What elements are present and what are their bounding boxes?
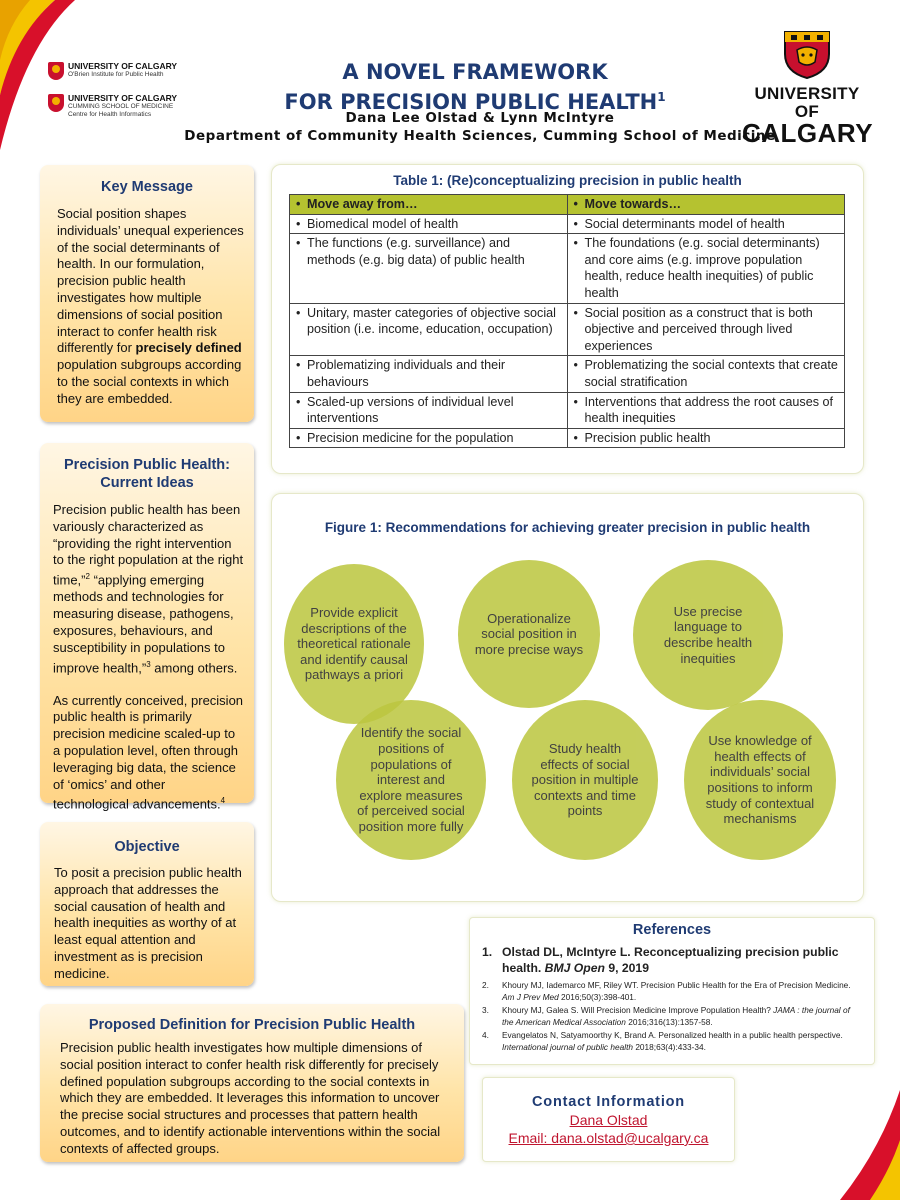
reference-item [474,980,862,1003]
reference-number: 1. [482,945,493,959]
table-row [290,303,845,356]
logo-university-name: UNIVERSITY OF CALGARY [68,61,178,71]
recommendation-circle [633,560,783,710]
reference-item [474,1005,862,1028]
recommendation-circle [458,560,600,708]
reference-text: Khoury MJ, Galea S. Will Precision Medicine Improve Population Health? [502,1005,771,1015]
reference-text: Evangelatos N, Satyamoorthy K, Brand A. Personalized health in a public health perspective. [502,1030,843,1040]
logo-line-2: CALGARY [742,118,874,148]
table-1 [289,194,845,448]
definition-text: Precision public health investigates how multiple dimensions of social position interact to confer health risk differently for precisely defined population subgroups according to the social contexts in which they are embedded. It leverages this information to uncover the precise social structures and processes that pattern health outcomes, and to identify actionable interventions within the social contexts of affected groups. [60,1040,441,1156]
table-cell: • Problematizing individuals and their behaviours [290,356,568,392]
current-ideas-text-d: As currently conceived, precision public health is primarily precision medicine scaled-up to a population level, often through leveraging big data, the science of ‘omics’ and other technological advancements. [53,692,244,812]
table-header-cell: • Move away from… [290,195,568,215]
contact-email-link[interactable]: Email: dana.olstad@ucalgary.ca [508,1130,709,1146]
table-cell: • Scaled-up versions of individual level interventions [290,392,568,428]
contact-name-row [483,1112,734,1128]
title-line-1: A NOVEL FRAMEWORK [342,60,608,84]
reference-journal: JAMA : the journal of the American Medical Association [502,1005,850,1027]
logo-unit-subname: Centre for Health Informatics [68,110,152,118]
objective-text: To posit a precision public health approach that addresses the social causation of health and health inequities as worthy of at least equal attention and investment as is precision medicine. [54,865,242,981]
proposed-definition-box [40,1004,464,1162]
contact-heading: Contact Information [532,1094,685,1110]
reference-item [474,944,862,976]
key-message-text [57,206,244,408]
recommendation-text: Identify the social positions of populations of interest and explore measures of perceived social position more fully [357,725,465,834]
authors: Dana Lee Olstad & Lynn McIntyre [345,110,615,126]
current-ideas-box [40,443,254,812]
references-heading: References [632,922,712,938]
citation-2: 2 [85,572,90,582]
university-of-calgary-logo [742,28,874,148]
poster-title [230,60,720,115]
key-message-text-1: Social position shapes individuals’ unequal experiences of the social determinants of health. In our formulation, precision public health investigates how multiple dimensions of social position interact to confer health risk differently for [57,206,244,356]
objective-heading: Objective [114,839,180,855]
table-row [290,392,845,428]
figure-1-caption: Figure 1: Recommendations for achieving greater precision in public health [324,520,811,535]
table-cell: • Interventions that address the root causes of health inequities [567,392,845,428]
recommendation-text: Use precise language to describe health inequities [663,603,753,666]
reference-details: 9, 2019 [608,961,649,975]
key-message-text-2: population subgroups according to the social contexts in which they are embedded. [57,357,242,406]
key-message-emphasis: precisely defined [135,340,242,356]
reference-text: Khoury MJ, Iademarco MF, Riley WT. Precision Public Health for the Era of Precision Medicine. [502,980,851,990]
table-header-cell: • Move towards… [567,195,845,215]
current-ideas-paragraph-1 [53,502,244,677]
references-list [474,944,862,1053]
reference-text: Olstad DL, McIntyre L. Reconceptualizing precision public health. [502,945,839,975]
table-row [290,428,845,448]
crest-icon [48,94,64,112]
table-cell: • The foundations (e.g. social determinants) and core aims (e.g. improve population health, reduce health inequities) of public health [567,234,845,303]
figure-1-panel [271,493,864,902]
table-cell: • Social determinants model of health [567,214,845,234]
reference-number: 4. [482,1030,489,1040]
cumming-school-logo [48,94,177,118]
recommendation-text: Use knowledge of health effects of individuals’ social positions to inform study of contextual mechanisms [705,733,815,827]
logo-unit-name: O'Brien Institute for Public Health [68,71,164,78]
table-cell: • Precision public health [567,428,845,448]
department: Department of Community Health Sciences, Cumming School of Medicine [184,128,776,144]
current-ideas-text-b: “applying emerging methods and technologies for measuring disease, pathogens, exposures, behaviours, and susceptibility in populations to improve health,” [53,572,234,675]
table-cell: • Precision medicine for the population [290,428,568,448]
title-line-2-text: FOR PRECISION PUBLIC HEALTH [284,90,658,114]
definition-heading: Proposed Definition for Precision Public Health [88,1017,416,1033]
contact-name-link[interactable]: Dana Olstad [569,1112,648,1128]
reference-number: 2. [482,980,489,990]
table-cell: • Social position as a construct that is both objective and perceived through lived experiences [567,303,845,356]
recommendation-text: Operationalize social position in more precise ways [474,610,584,657]
citation-4: 4 [220,796,226,806]
reference-details: 2016;50(3):398-401. [561,991,637,1002]
university-crest-icon [779,28,835,80]
title-superscript: 1 [657,90,666,104]
recommendation-circle [684,700,836,860]
reference-details: 2018;63(4):433-34. [635,1041,706,1052]
key-message-heading: Key Message [101,179,193,195]
table-1-caption: Table 1: (Re)conceptualizing precision in public health [393,173,742,188]
reference-item [474,1030,862,1053]
recommendation-text: Study health effects of social position in multiple contexts and time points [531,741,639,819]
reference-journal: Am J Prev Med [502,991,559,1002]
table-cell: • Unitary, master categories of objective social position (i.e. income, education, occupation) [290,303,568,356]
table-cell: • The functions (e.g. surveillance) and methods (e.g. big data) of public health [290,234,568,303]
current-ideas-text-a: Precision public health has been variously characterized as “providing the right intervention to the right population at the right time,” [53,502,244,588]
obrien-institute-logo [48,62,177,80]
reference-details: 2016;316(13):1357-58. [628,1016,713,1027]
recommendation-circle [336,700,486,860]
current-ideas-paragraph-2 [53,693,244,814]
table-cell: • Biomedical model of health [290,214,568,234]
table-1-panel [271,164,864,474]
table-row [290,234,845,303]
references-panel [469,917,875,1065]
logo-line-1: UNIVERSITY OF [754,84,860,121]
logo-unit-name: CUMMING SCHOOL OF MEDICINE [68,103,174,110]
crest-icon [48,62,64,80]
reference-journal: International journal of public health [502,1041,633,1052]
table-cell: • Problematizing the social contexts that create social stratification [567,356,845,392]
recommendation-text: Provide explicit descriptions of the theoretical rationale and identify causal pathways a priori [297,605,411,683]
contact-email-row [483,1130,734,1146]
citation-3: 3 [146,659,151,669]
table-row [290,356,845,392]
current-ideas-heading [40,456,254,492]
key-message-box [40,165,254,422]
current-ideas-text-c: among others. [150,659,238,675]
reference-journal: BMJ Open [544,961,605,975]
recommendation-circle [512,700,658,860]
table-1-wrapper [289,194,845,448]
logo-university-name: UNIVERSITY OF CALGARY [68,93,178,103]
current-ideas-heading-1: Precision Public Health: [64,457,230,473]
table-row [290,214,845,234]
objective-box [40,822,254,986]
current-ideas-heading-2: Current Ideas [100,475,194,491]
contact-panel [482,1077,735,1162]
reference-number: 3. [482,1005,489,1015]
table-header-row [290,195,845,215]
